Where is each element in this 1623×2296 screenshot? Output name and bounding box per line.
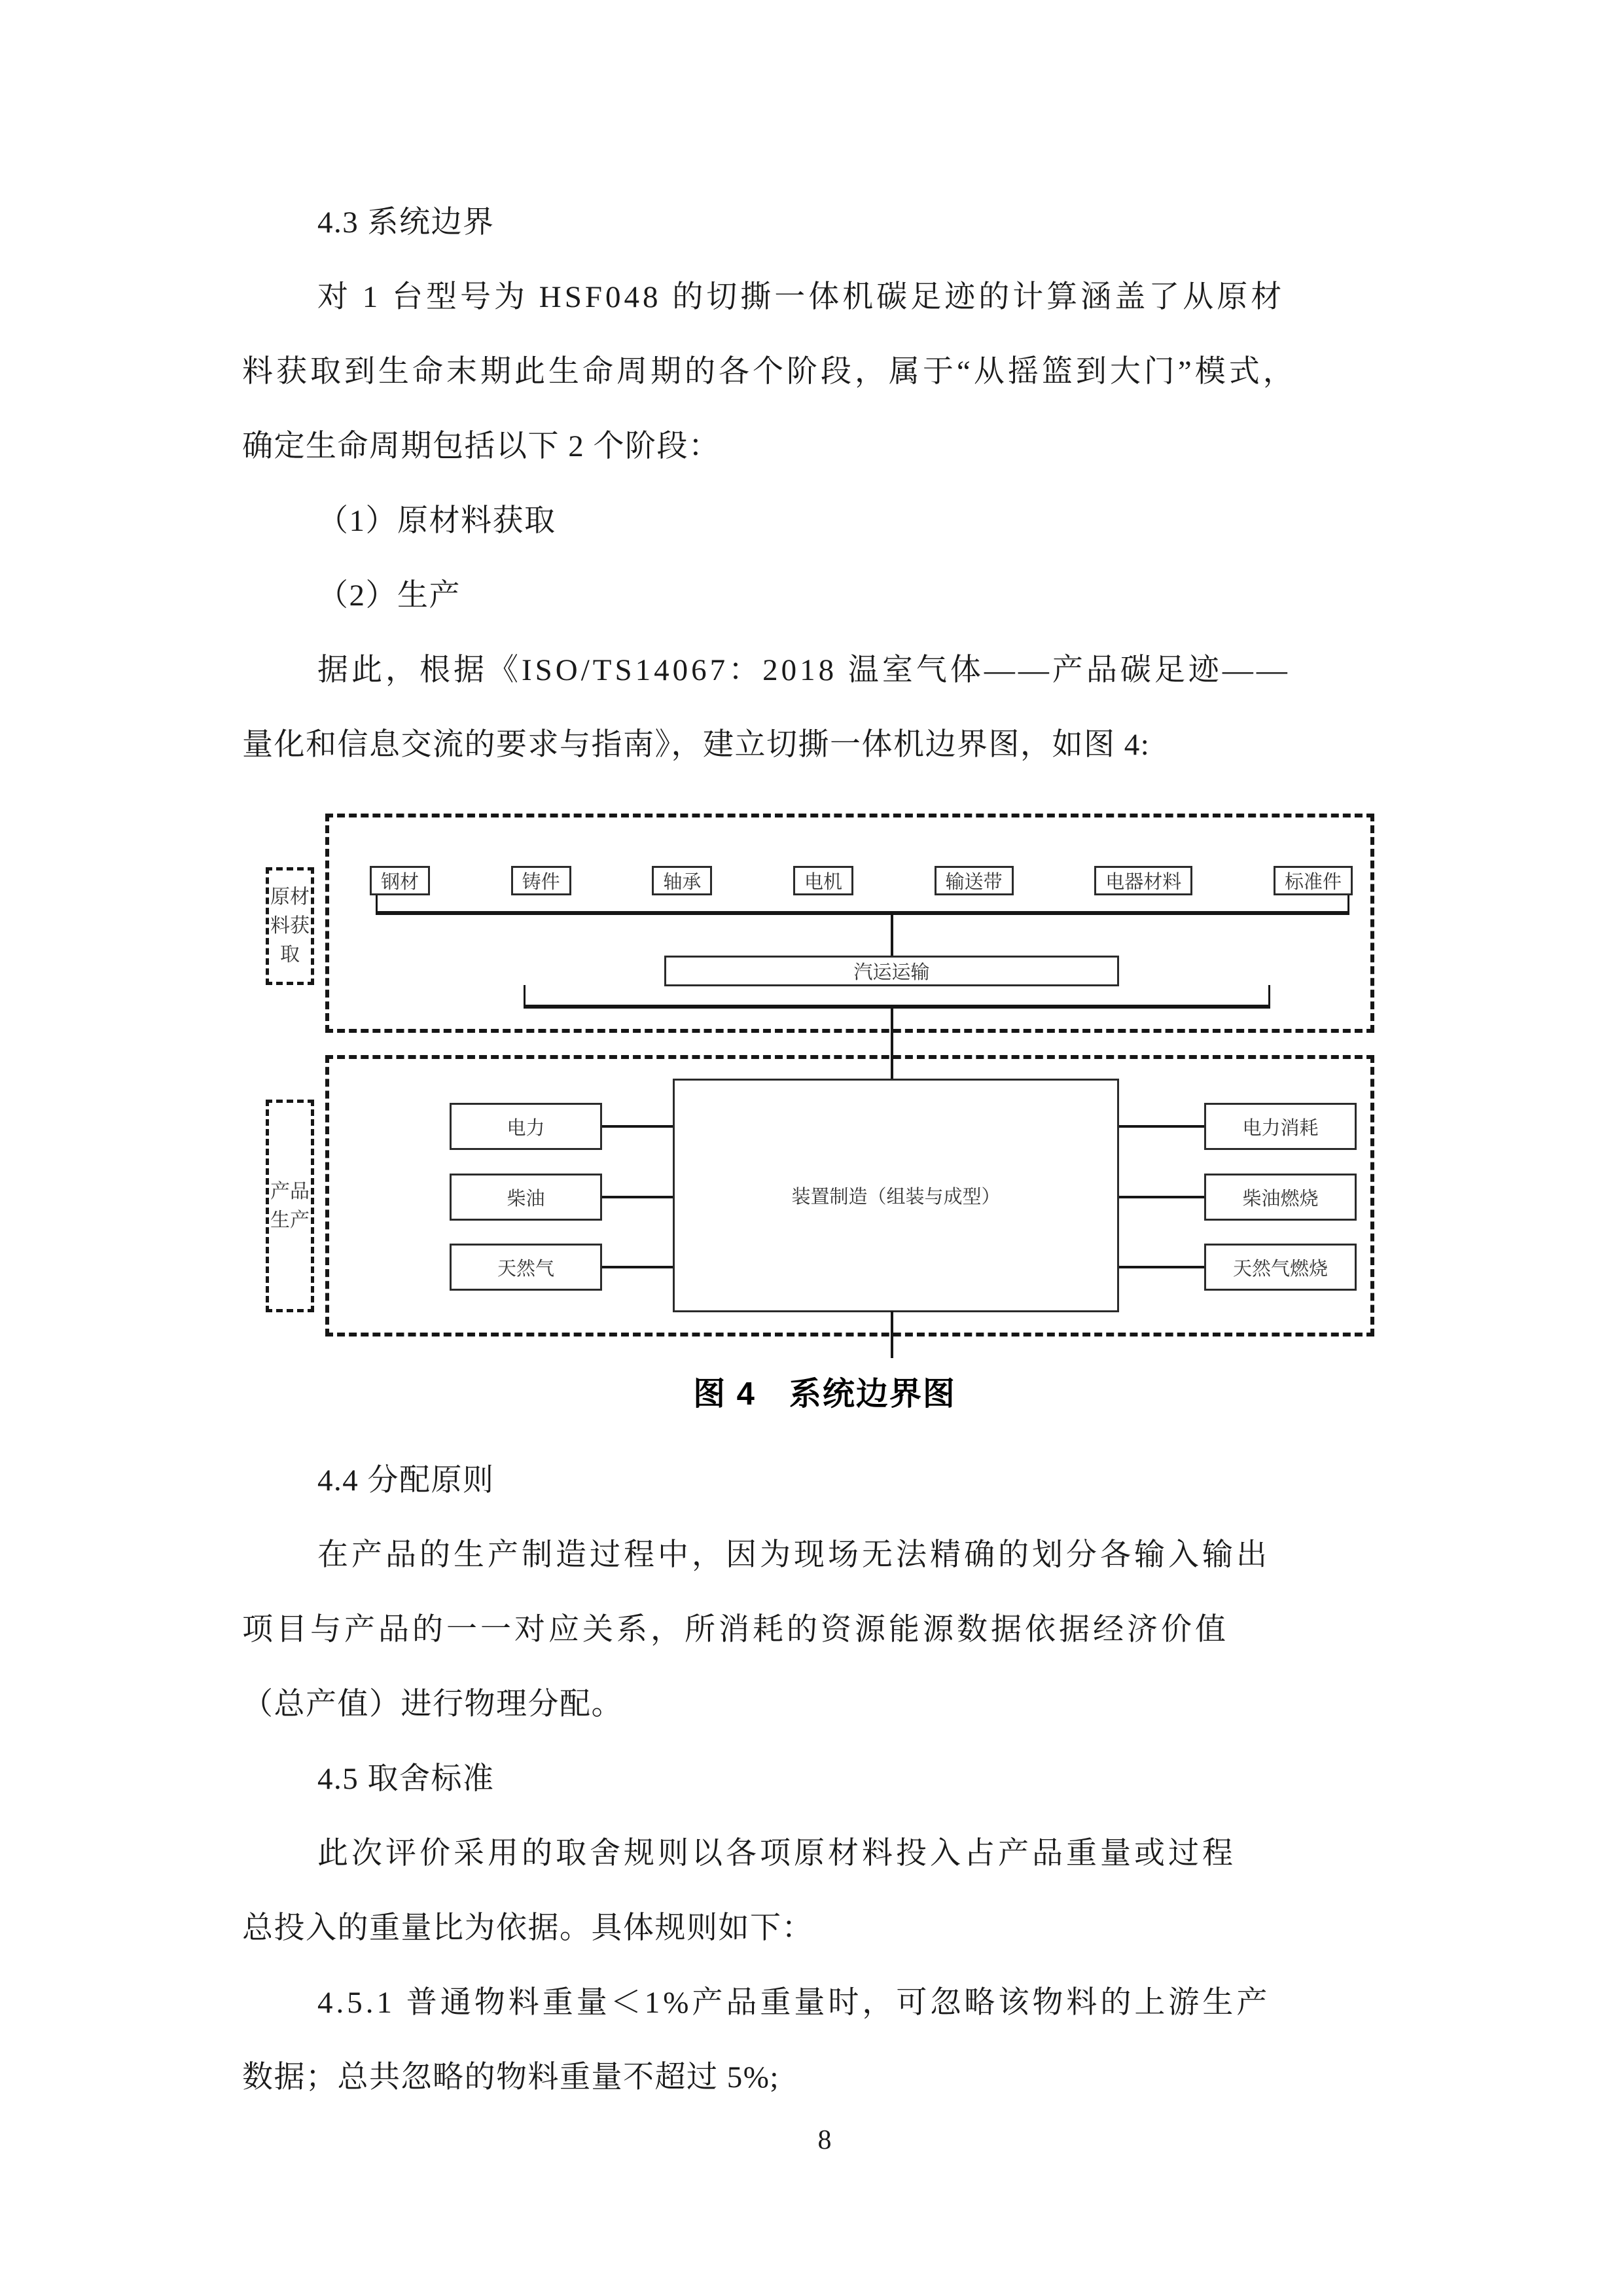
- connector-line: [891, 914, 893, 956]
- paragraph-line: 对 1 台型号为 HSF048 的切撕一体机碳足迹的计算涵盖了从原材: [317, 280, 1285, 314]
- output-box-diesel-combustion: 柴油燃烧: [1204, 1174, 1357, 1221]
- stage-label-product-production: 产品生产: [266, 1100, 314, 1312]
- connector-line: [1119, 1266, 1204, 1268]
- input-box-electricity: 电力: [450, 1103, 602, 1150]
- paragraph-line: 据此，根据《ISO/TS14067：2018 温室气体——产品碳足迹——: [317, 653, 1291, 687]
- material-box-castings: 铸件: [511, 866, 571, 895]
- process-box-manufacturing: 装置制造（组装与成型）: [673, 1079, 1119, 1312]
- connector-line: [891, 1311, 893, 1358]
- paragraph-line: 项目与产品的一一对应关系，所消耗的资源能源数据依据经济价值: [242, 1613, 1229, 1647]
- material-box-standard-parts: 标准件: [1274, 866, 1353, 895]
- heading-4-4: 4.4 分配原则: [317, 1463, 495, 1498]
- paragraph-line: （总产值）进行物理分配。: [242, 1687, 623, 1721]
- paragraph-line: 数据；总共忽略的物料重量不超过 5%;: [242, 2060, 779, 2094]
- connector-line: [891, 1007, 893, 1079]
- output-box-electricity-consumption: 电力消耗: [1204, 1103, 1357, 1150]
- paragraph-line: 4.5.1 普通物料重量＜1%产品重量时，可忽略该物料的上游生产: [317, 1986, 1271, 2020]
- page-number: 8: [817, 2125, 832, 2155]
- transport-bracket-line: [524, 985, 1270, 1009]
- materials-row: [370, 866, 1353, 895]
- output-box-natural-gas-combustion: 天然气燃烧: [1204, 1244, 1357, 1291]
- paragraph-line: 确定生命周期包括以下 2 个阶段：: [242, 429, 721, 463]
- connector-line: [602, 1125, 673, 1128]
- connector-line: [602, 1266, 673, 1268]
- transport-box: 汽运运输: [664, 956, 1119, 986]
- connector-line: [1119, 1125, 1204, 1128]
- material-box-conveyor-belt: 输送带: [935, 866, 1014, 895]
- list-item-2: （2）生产: [317, 579, 461, 613]
- body-text: [242, 1443, 1407, 2115]
- figure-system-boundary: [242, 814, 1407, 1358]
- connector-line: [1119, 1196, 1204, 1198]
- paragraph-line: 总投入的重量比为依据。具体规则如下：: [242, 1911, 813, 1945]
- material-box-electrical-materials: 电器材料: [1094, 866, 1192, 895]
- paragraph-line: 量化和信息交流的要求与指南》，建立切撕一体机边界图，如图 4:: [242, 728, 1150, 762]
- material-box-bearings: 轴承: [652, 866, 712, 895]
- heading-4-3: 4.3 系统边界: [317, 206, 495, 240]
- input-box-diesel: 柴油: [450, 1174, 602, 1221]
- stage-label-raw-material-acquisition: 原材料获取: [266, 867, 314, 985]
- figure-caption: 图 4 系统边界图: [693, 1376, 956, 1412]
- material-box-motor: 电机: [793, 866, 853, 895]
- paragraph-line: 此次评价采用的取舍规则以各项原材料投入占产品重量或过程: [317, 1837, 1236, 1871]
- list-item-1: （1）原材料获取: [317, 504, 556, 538]
- materials-bracket-line: [376, 895, 1349, 915]
- paragraph-line: 料获取到生命末期此生命周期的各个阶段，属于“从摇篮到大门”模式，: [242, 355, 1297, 389]
- paragraph-line: 在产品的生产制造过程中，因为现场无法精确的划分各输入输出: [317, 1538, 1270, 1572]
- material-box-steel: 钢材: [370, 866, 430, 895]
- connector-line: [602, 1196, 673, 1198]
- heading-4-5: 4.5 取舍标准: [317, 1762, 495, 1796]
- input-box-natural-gas: 天然气: [450, 1244, 602, 1291]
